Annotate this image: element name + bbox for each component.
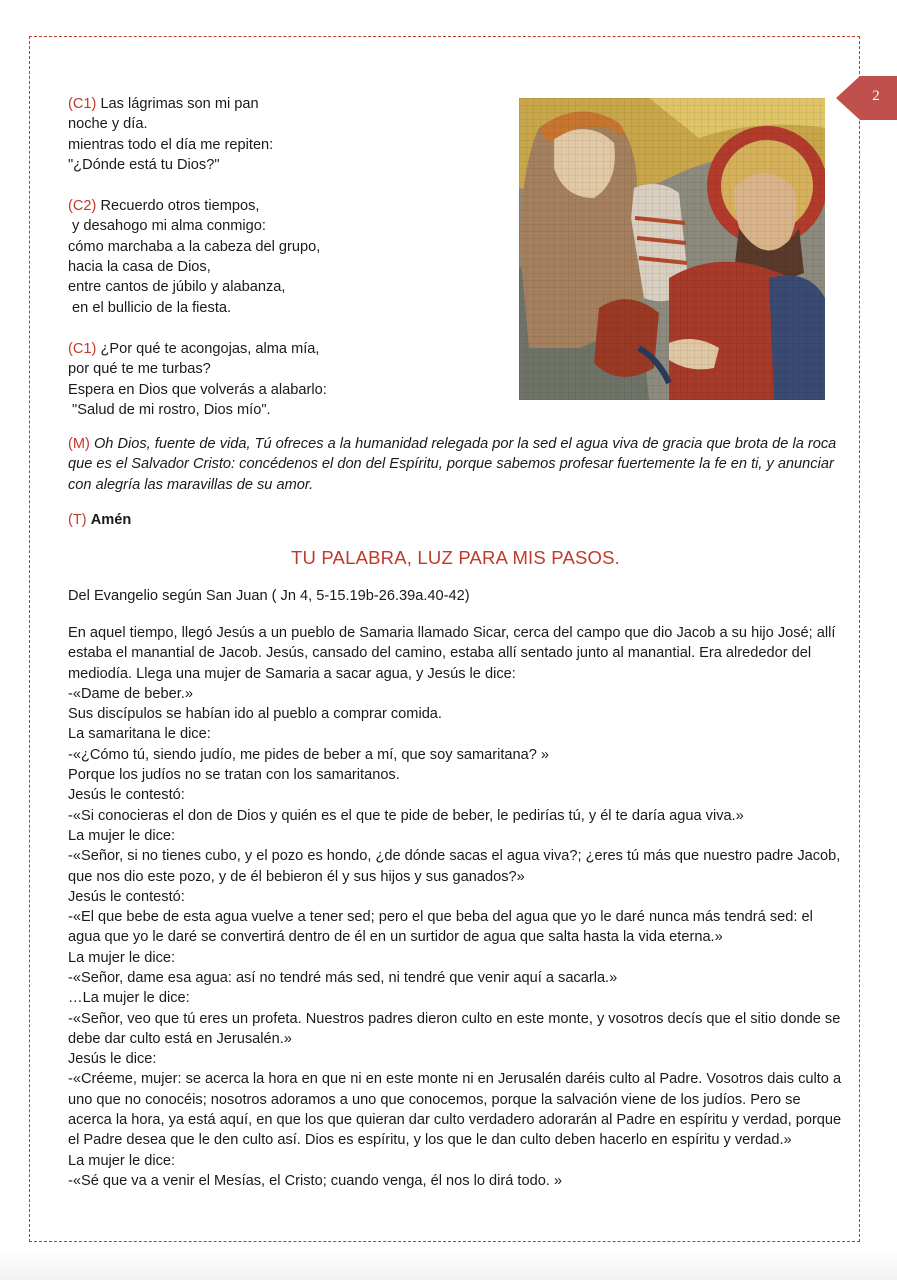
speaker-tag: (C1): [68, 340, 97, 357]
closing-prayer: [68, 434, 843, 495]
psalm-line: hacia la casa de Dios,: [68, 259, 211, 276]
gospel-paragraph: …La mujer le dice:: [68, 990, 190, 1007]
psalm-line: Espera en Dios que volverás a alabarlo:: [68, 381, 327, 398]
response-text: Amén: [90, 512, 132, 529]
prayer-text: Oh Dios, fuente de vida, Tú ofreces a la humanidad relegada por la sed el agua viva de gracia que brota de la roca que es el Salvador Cristo: concédenos el don del Espíritu, porque sabemos profesar fuertemente la fe en ti, y anunciar con alegría las maravillas de su amor.: [68, 436, 837, 493]
psalm-stanza: [68, 196, 498, 318]
gospel-paragraph: -«Si conocieras el don de Dios y quién es el que te pide de beber, le pedirías tú, y él te daría agua viva.»: [68, 807, 744, 824]
gospel-paragraph: -«Señor, si no tienes cubo, y el pozo es hondo, ¿de dónde sacas el agua viva?; ¿eres tú más que nuestro padre Jacob, que nos dio este pozo, y de él bebieron él y sus hijos y sus ganados?»: [68, 848, 841, 885]
gospel-paragraph: Porque los judíos no se tratan con los samaritanos.: [68, 767, 400, 784]
psalm-line: Recuerdo otros tiempos,: [96, 198, 260, 215]
speaker-tag: (M): [68, 436, 90, 453]
gospel-paragraph: Jesús le contestó:: [68, 888, 185, 905]
gospel-paragraph: La samaritana le dice:: [68, 726, 211, 743]
gospel-paragraph: -«Señor, veo que tú eres un profeta. Nuestros padres dieron culto en este monte, y vosotros decís que el sitio donde se debe dar culto está en Jerusalén.»: [68, 1010, 841, 1047]
speaker-tag: (C2): [68, 198, 97, 215]
psalm-line: mientras todo el día me repiten:: [68, 136, 274, 153]
gospel-paragraph: Jesús le dice:: [68, 1051, 157, 1068]
psalm-line: Las lágrimas son mi pan: [96, 96, 259, 112]
psalm-line: "Salud de mi rostro, Dios mío".: [68, 401, 271, 418]
gospel-paragraph: La mujer le dice:: [68, 949, 176, 966]
psalm-line: y desahogo mi alma conmigo:: [68, 218, 266, 235]
gospel-paragraph: -«Créeme, mujer: se acerca la hora en que ni en este monte ni en Jerusalén daréis culto al Padre. Vosotros dais culto a uno que no conocéis; nosotros adoramos a uno que conocemos, porque la salvación viene de los judíos. Pero se acerca la hora, ya está aquí, en que los que quieran dar culto verdadero adorarán al Padre en espíritu y verdad, porque el Padre desea que le den culto así. Dios es espíritu, y los que le dan culto deben hacerlo en espíritu y verdad.»: [68, 1071, 842, 1149]
psalm-line: cómo marchaba a la cabeza del grupo,: [68, 238, 321, 255]
psalm-line: entre cantos de júbilo y alabanza,: [68, 279, 286, 296]
page-number: 2: [872, 88, 880, 104]
gospel-paragraph: -«Dame de beber.»: [68, 685, 193, 702]
gospel-reference: Del Evangelio según San Juan ( Jn 4, 5-15.19b-26.39a.40-42): [68, 587, 470, 604]
psalm-stanza: [68, 94, 498, 175]
gospel-paragraph: -«Señor, dame esa agua: así no tendré más sed, ni tendré que venir aquí a sacarla.»: [68, 969, 618, 986]
psalm-line: "¿Dónde está tu Dios?": [68, 156, 220, 173]
psalm-line: en el bullicio de la fiesta.: [68, 299, 232, 316]
page-bottom-shadow: [0, 1248, 897, 1280]
speaker-tag: (C1): [68, 96, 97, 112]
page-number-tab: [836, 76, 897, 120]
speaker-tag: (T): [68, 512, 87, 529]
section-heading: TU PALABRA, LUZ PARA MIS PASOS.: [290, 547, 620, 569]
psalm-section: [68, 94, 498, 420]
psalm-line: noche y día.: [68, 116, 148, 133]
gospel-paragraph: -«¿Cómo tú, siendo judío, me pides de beber a mí, que soy samaritana? »: [68, 746, 550, 763]
psalm-line: por qué te me turbas?: [68, 361, 211, 378]
gospel-text: [68, 623, 843, 1191]
gospel-paragraph: Sus discípulos se habían ido al pueblo a comprar comida.: [68, 706, 442, 723]
gospel-paragraph: -«Sé que va a venir el Mesías, el Cristo; cuando venga, él nos lo dirá todo. »: [68, 1172, 563, 1189]
page-content: [68, 94, 843, 1191]
psalm-line: ¿Por qué te acongojas, alma mía,: [96, 340, 320, 357]
psalm-stanza: [68, 339, 498, 420]
response-amen: [68, 510, 843, 530]
gospel-paragraph: Jesús le contestó:: [68, 787, 185, 804]
gospel-paragraph: -«El que bebe de esta agua vuelve a tener sed; pero el que beba del agua que yo le daré nunca más tendrá sed: el agua que yo le daré se convertirá dentro de él en un surtidor de agua que salta hasta la vida eterna.»: [68, 909, 813, 946]
gospel-paragraph: La mujer le dice:: [68, 1152, 176, 1169]
gospel-paragraph: La mujer le dice:: [68, 827, 176, 844]
gospel-paragraph: En aquel tiempo, llegó Jesús a un pueblo de Samaria llamado Sicar, cerca del campo que dio Jacob a su hijo José; allí estaba el manantial de Jacob. Jesús, cansado del camino, estaba allí sentado junto al manantial. Era alrededor del mediodía. Llega una mujer de Samaria a sacar agua, y Jesús le dice:: [68, 624, 836, 682]
